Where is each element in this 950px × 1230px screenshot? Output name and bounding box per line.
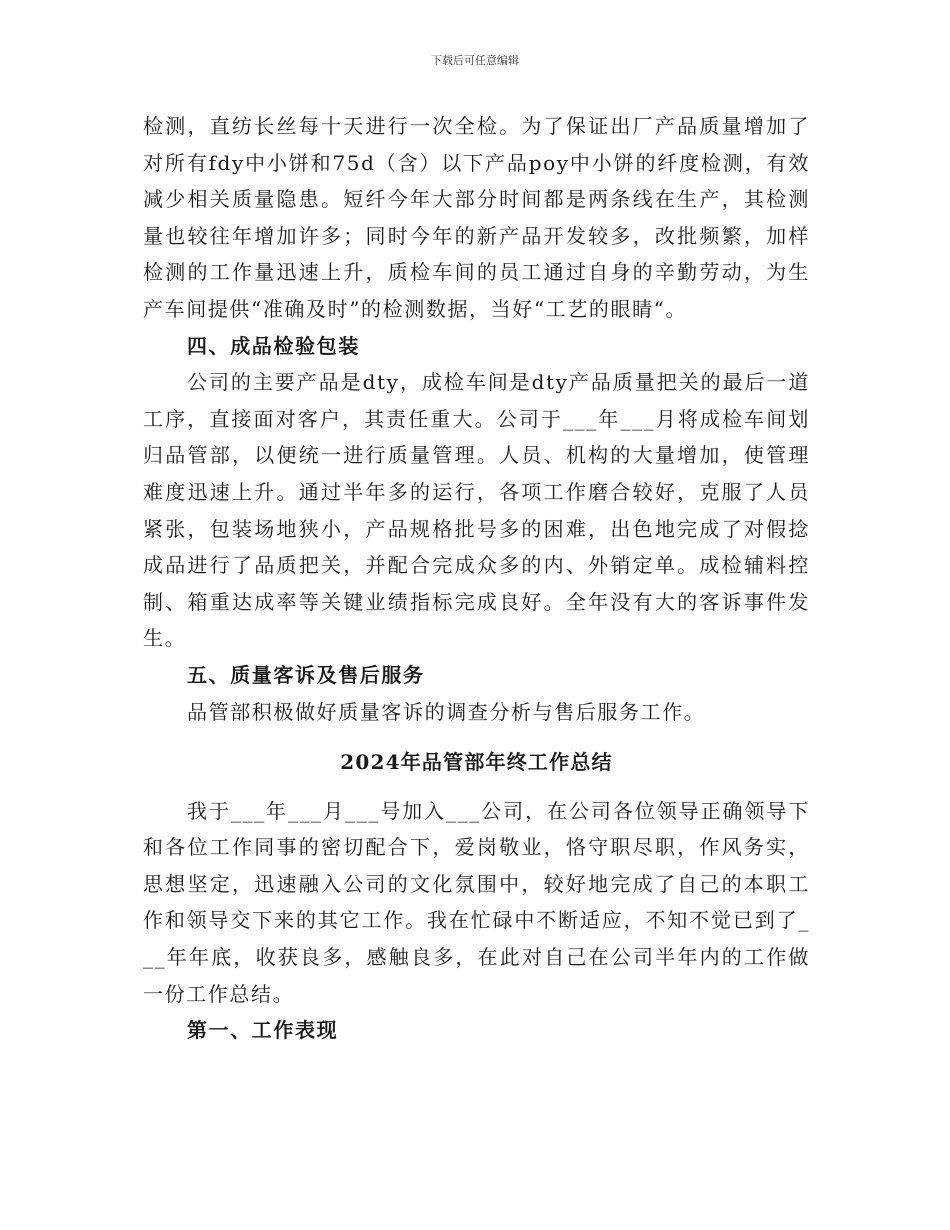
paragraph-intro: 我于___年___月___号加入___公司，在公司各位领导正确领导下和各位工作同事的密切配合下，爱岗敬业，恪守职尽职，作风务实，思想坚定，迅速融入公司的文化氛围中，较好地完成了自己的本职工作和领导交下来的其它工作。我在忙碌中不断适应，不知不觉已到了___年年底，收获良多，感触良多，在此对自己在公司半年内的工作做一份工作总结。 [143, 798, 810, 1006]
section-heading-work-performance: 第一、工作表现 [187, 1018, 339, 1043]
paragraph-finished-product-inspection: 公司的主要产品是dty，成检车间是dty产品质量把关的最后一道工序，直接面对客户，其责任重大。公司于___年___月将成检车间划归品管部，以便统一进行质量管理。人员、机构的大量增加，使管理难度迅速上升。通过半年多的运行，各项工作磨合较好，克服了人员紧张，包装场地狭小，产品规格批号多的困难，出色地完成了对假捻成品进行了品质把关，并配合完成众多的内、外销定单。成检辅料控制、箱重达成率等关键业绩指标完成良好。全年没有大的客诉事件发生。 [143, 370, 810, 651]
document-title: 2024年品管部年终工作总结 [340, 750, 613, 775]
paragraph-quality-complaints: 品管部积极做好质量客诉的调查分析与售后服务工作。 [187, 699, 706, 724]
section-heading-finished-product-inspection: 四、成品检验包装 [187, 333, 360, 358]
section-heading-quality-complaints: 五、质量客诉及售后服务 [187, 662, 425, 687]
paragraph-inspection-continued: 检测，直纺长丝每十天进行一次全检。为了保证出厂产品质量增加了对所有fdy中小饼和75d（含）以下产品poy中小饼的纤度检测，有效减少相关质量隐患。短纤今年大部分时间都是两条线在生产，其检测量也较往年增加许多；同时今年的新产品开发较多，改批频繁，加样检测的工作量迅速上升，质检车间的员工通过自身的辛勤劳动，为生产车间提供“准确及时”的检测数据，当好“工艺的眼睛“。 [143, 114, 810, 321]
page-header: 下载后可任意编辑 [431, 54, 519, 67]
document-body [143, 108, 810, 1049]
